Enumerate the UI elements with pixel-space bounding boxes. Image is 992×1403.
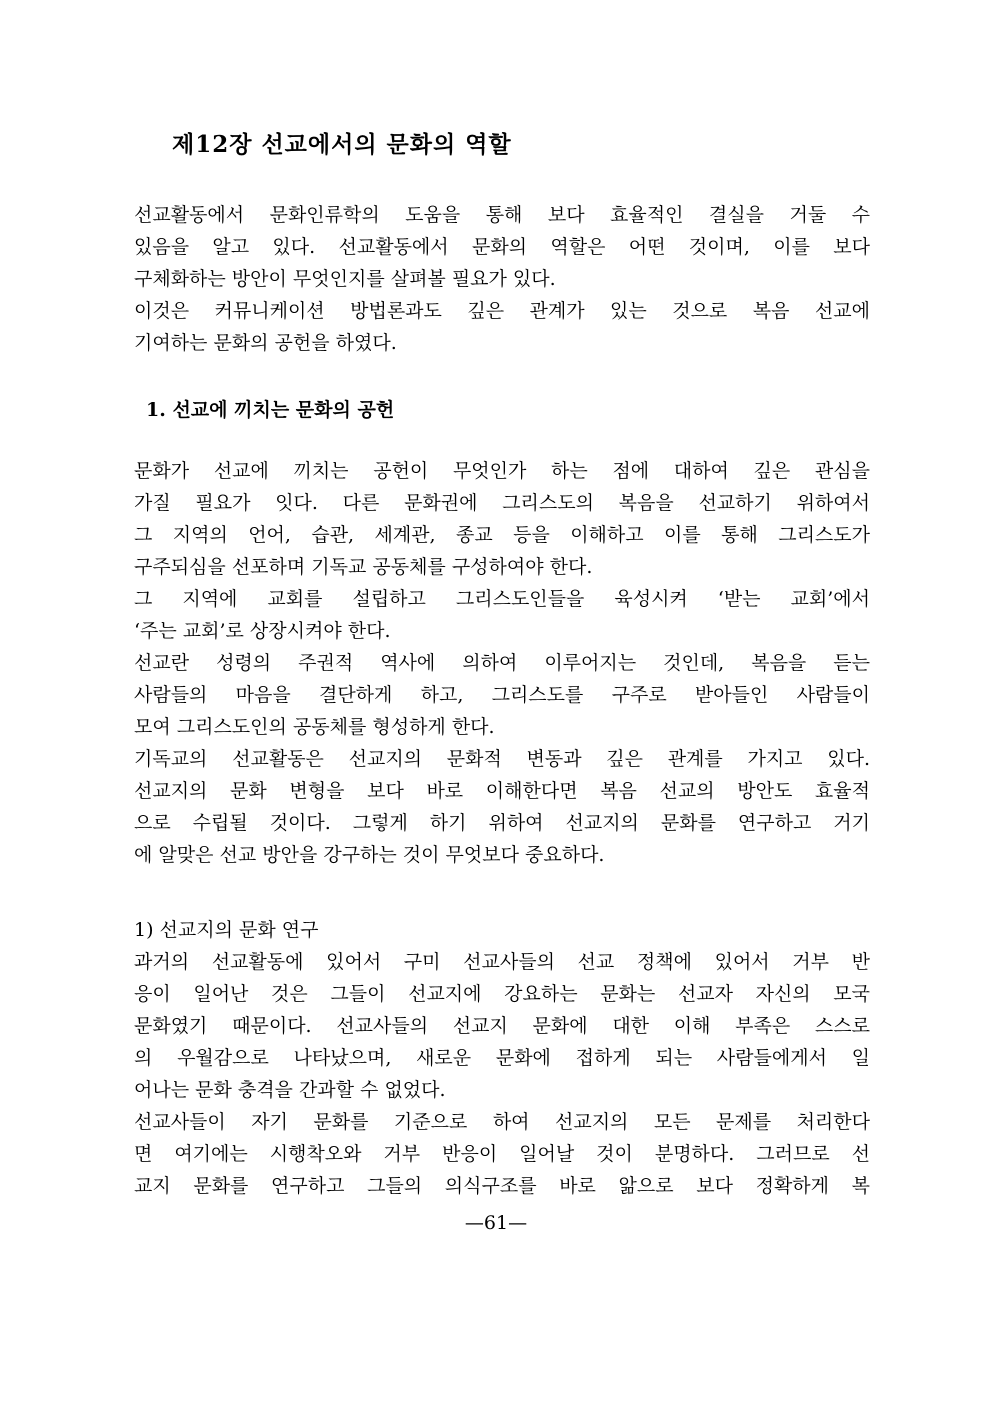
text-line: ‘주는 교회’로 상장시켜야 한다. [134, 620, 391, 642]
text-line: 어나는 문화 충격을 간과할 수 없었다. [134, 1079, 446, 1101]
text-line: 구주되심을 선포하며 기독교 공동체를 구성하여야 한다. [134, 556, 593, 578]
section-1-paragraphs [134, 455, 870, 871]
text-line: 에 알맞은 선교 방안을 강구하는 것이 무엇보다 중요하다. [134, 844, 605, 866]
chapter-title: 제12장 선교에서의 문화의 역할 [172, 131, 512, 158]
text-line: 선교란 성령의 주권적 역사에 의하여 이루어지는 것인데, 복음을 듣는 [134, 652, 870, 674]
text-line: 선교활동에서 문화인류학의 도움을 통해 보다 효율적인 결실을 거둘 수 [134, 204, 870, 226]
text-line: 교지 문화를 연구하고 그들의 의식구조를 바로 앎으로 보다 정확하게 복 [134, 1175, 870, 1197]
text-line: 문화였기 때문이다. 선교사들의 선교지 문화에 대한 이해 부족은 스스로 [134, 1015, 870, 1037]
intro-paragraphs [134, 199, 870, 359]
text-line: 가질 필요가 잇다. 다른 문화권에 그리스도의 복음을 선교하기 위하여서 [134, 492, 870, 514]
text-line: 기여하는 문화의 공헌을 하였다. [134, 332, 397, 354]
subsection-heading: 1) 선교지의 문화 연구 [134, 919, 319, 941]
text-line: 있음을 알고 있다. 선교활동에서 문화의 역할은 어떤 것이며, 이를 보다 [134, 236, 870, 258]
text-line: 의 우월감으로 나타났으며, 새로운 문화에 접하게 되는 사람들에게서 일 [134, 1047, 870, 1069]
text-line: 구체화하는 방안이 무엇인지를 살펴볼 필요가 있다. [134, 268, 556, 290]
text-line: 과거의 선교활동에 있어서 구미 선교사들의 선교 정책에 있어서 거부 반 [134, 951, 870, 973]
text-line: 선교지의 문화 변형을 보다 바로 이해한다면 복음 선교의 방안도 효율적 [134, 780, 870, 802]
text-line: 선교사들이 자기 문화를 기준으로 하여 선교지의 모든 문제를 처리한다 [134, 1111, 870, 1133]
text-line: 면 여기에는 시행착오와 거부 반응이 일어날 것이 분명하다. 그러므로 선 [134, 1143, 870, 1165]
text-line: 그 지역에 교회를 설립하고 그리스도인들을 육성시켜 ‘받는 교회’에서 [134, 588, 870, 610]
page-number: —61— [464, 1212, 528, 1234]
text-line: 으로 수립될 것이다. 그렇게 하기 위하여 선교지의 문화를 연구하고 거기 [134, 812, 870, 834]
text-line: 기독교의 선교활동은 선교지의 문화적 변동과 깊은 관계를 가지고 있다. [134, 748, 870, 770]
subsection-1-paragraphs [134, 946, 870, 1202]
text-line: 그 지역의 언어, 습관, 세계관, 종교 등을 이해하고 이를 통해 그리스도가 [134, 524, 870, 546]
text-line: 사람들의 마음을 결단하게 하고, 그리스도를 구주로 받아들인 사람들이 [134, 684, 870, 706]
text-line: 문화가 선교에 끼치는 공헌이 무엇인가 하는 점에 대하여 깊은 관심을 [134, 460, 870, 482]
text-line: 응이 일어난 것은 그들이 선교지에 강요하는 문화는 선교자 자신의 모국 [134, 983, 870, 1005]
text-line: 이것은 커뮤니케이션 방법론과도 깊은 관계가 있는 것으로 복음 선교에 [134, 300, 870, 322]
text-line: 모여 그리스도인의 공동체를 형성하게 한다. [134, 716, 495, 738]
section-heading: 1. 선교에 끼치는 문화의 공헌 [146, 399, 395, 421]
